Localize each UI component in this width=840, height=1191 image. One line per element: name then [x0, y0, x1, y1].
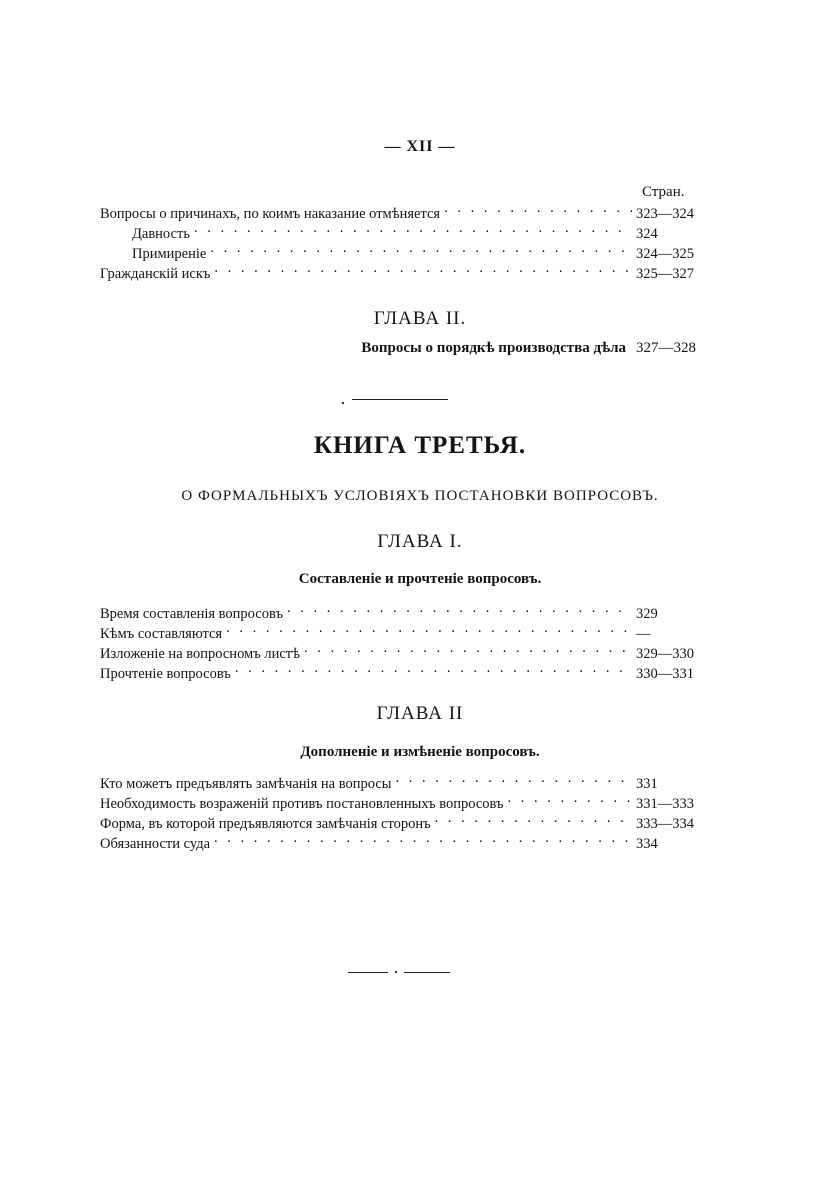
- toc-entry-pages: 324: [636, 226, 658, 242]
- toc-entry: [100, 624, 702, 644]
- section-heading: Составленіе и прочтеніе вопросовъ.: [298, 571, 542, 587]
- toc-leader-dots: [435, 814, 632, 828]
- toc-entry: [100, 604, 702, 624]
- toc-entry-pages: 330—331: [636, 666, 694, 682]
- toc-entry-pages: —: [636, 626, 651, 642]
- toc-leader-dots: [287, 604, 632, 618]
- toc-entry-title: Вопросы о порядкѣ производства дѣла: [361, 340, 626, 356]
- divider-dot: [342, 402, 344, 404]
- toc-entry-pages: 331—333: [636, 796, 694, 812]
- toc-entry-title: Гражданскій искъ: [100, 266, 211, 282]
- book-title: КНИГА ТРЕТЬЯ.: [313, 432, 527, 459]
- toc-entry: [220, 340, 702, 357]
- end-ornament-right: [404, 972, 450, 973]
- toc-leader-dots: [396, 774, 632, 788]
- toc-entry: [100, 264, 702, 284]
- toc-entry-pages: 331: [636, 776, 658, 792]
- toc-chapter-one: [100, 604, 702, 684]
- toc-entry: [100, 644, 702, 664]
- toc-entry: [100, 834, 702, 854]
- toc-entry-pages: 325—327: [636, 266, 694, 282]
- chapter-heading: ГЛАВА II.: [373, 308, 467, 329]
- toc-entry-title: Обязанности суда: [100, 836, 211, 852]
- toc-entry-pages: 334: [636, 836, 658, 852]
- toc-leader-dots: [304, 644, 632, 658]
- toc-leader-dots: [210, 244, 632, 258]
- toc-entry-pages: 333—334: [636, 816, 694, 832]
- end-ornament-left: [348, 972, 388, 973]
- toc-section-one: [100, 204, 702, 284]
- toc-entry-pages: 327—328: [636, 340, 696, 356]
- end-ornament-dot: [395, 971, 397, 973]
- toc-entry-pages: 323—324: [636, 206, 694, 222]
- toc-entry: [100, 794, 702, 814]
- toc-entry: [100, 204, 702, 224]
- toc-leader-dots: [508, 794, 632, 808]
- toc-chapter-two: [100, 774, 702, 854]
- toc-entry-title: Кѣмъ составляются: [100, 626, 223, 642]
- toc-entry: [100, 774, 702, 794]
- toc-entry: [100, 664, 702, 684]
- toc-entry-pages: 329—330: [636, 646, 694, 662]
- toc-entry-title: Прочтеніе вопросовъ: [100, 666, 231, 682]
- toc-entry-title: Форма, въ которой предъявляются замѣчанія сторонъ: [100, 816, 431, 832]
- toc-leader-dots: [226, 624, 632, 638]
- chapter-heading: ГЛАВА I.: [377, 531, 463, 552]
- toc-leader-dots: [235, 664, 632, 678]
- divider-rule: [352, 399, 448, 400]
- toc-entry-pages: 324—325: [636, 246, 694, 262]
- toc-entry-title: Кто можетъ предъявлять замѣчанія на вопросы: [100, 776, 392, 792]
- toc-entry-pages: 329: [636, 606, 658, 622]
- pages-column-header: Стран.: [642, 184, 685, 200]
- toc-leader-dots: [214, 264, 632, 278]
- section-heading: Дополненіе и измѣненіе вопросовъ.: [300, 744, 540, 760]
- toc-leader-dots: [194, 224, 632, 238]
- toc-leader-dots: [444, 204, 632, 218]
- toc-entry-title: Время составленія вопросовъ: [100, 606, 283, 622]
- toc-entry: [100, 244, 702, 264]
- toc-entry-title: Необходимость возраженій противъ постановленныхъ вопросовъ: [100, 796, 504, 812]
- toc-entry-title: Изложеніе на вопросномъ листѣ: [100, 646, 300, 662]
- toc-entry-title: Давность: [132, 226, 190, 242]
- book-subtitle: О ФОРМАЛЬНЫХЪ УСЛОВІЯХЪ ПОСТАНОВКИ ВОПРОСОВЪ.: [181, 488, 659, 504]
- toc-entry: [100, 224, 702, 244]
- toc-entry-title: Вопросы о причинахъ, по коимъ наказание отмѣняется: [100, 206, 441, 222]
- toc-entry-title: Примиреніе: [132, 246, 207, 262]
- chapter-heading: ГЛАВА II: [376, 703, 464, 724]
- toc-entry: [100, 814, 702, 834]
- toc-leader-dots: [214, 834, 632, 848]
- page-number: — XII —: [384, 138, 456, 155]
